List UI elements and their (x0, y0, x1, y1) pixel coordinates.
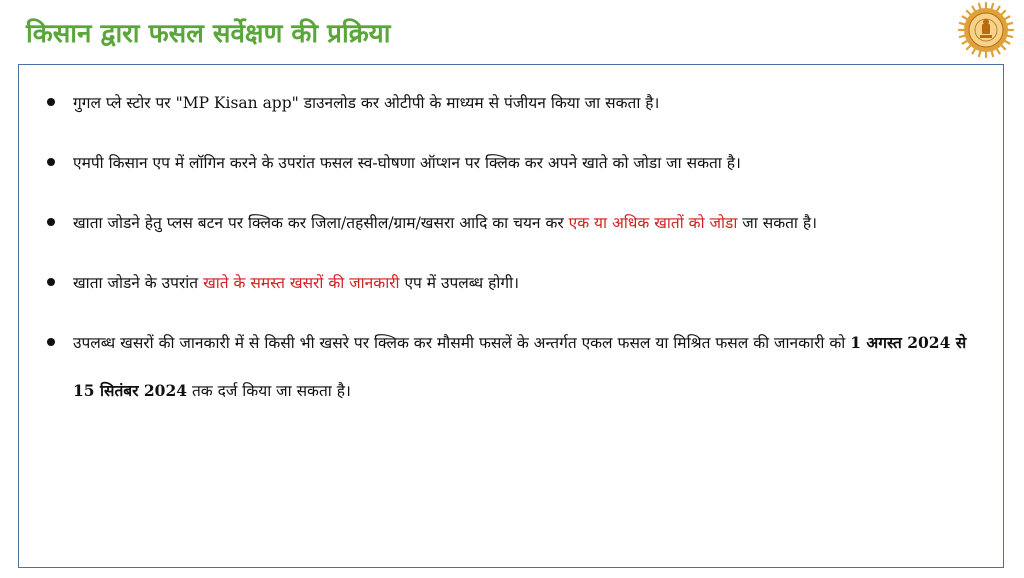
bullet-text-end: एप में उपलब्ध होगी। (399, 274, 519, 292)
bullet-text: खाता जोडने हेतु प्लस बटन पर क्लिक कर जिला/तहसील/ग्राम/खसरा आदि का चयन कर (73, 214, 569, 232)
bullet-text-end: तक दर्ज किया जा सकता है। (187, 382, 351, 400)
bullet-highlight: खाते के समस्त खसरों की जानकारी (203, 274, 400, 292)
bullet-list (19, 65, 1003, 415)
bullet-item-app-registration (45, 79, 973, 127)
content-box (18, 64, 1004, 568)
bullet-icon (47, 158, 55, 166)
bullet-text: एमपी किसान एप में लॉगिन करने के उपरांत फसल स्व-घोषणा ऑप्शन पर क्लिक कर अपने खाते को जोडा जा सकता है। (73, 154, 741, 172)
bullet-date-range: 1 अगस्त 2024 से 15 सितंबर 2024 (73, 333, 967, 400)
bullet-icon (47, 338, 55, 346)
bullet-highlight: एक या अधिक खातों को जोडा (568, 214, 738, 232)
bullet-item-khasra-info (45, 259, 973, 307)
bullet-icon (47, 98, 55, 106)
bullet-text-end: जा सकता है। (737, 214, 817, 232)
bullet-text: गुगल प्ले स्टोर पर "MP Kisan app" डाउनलोड कर ओटीपी के माध्यम से पंजीयन किया जा सकता है। (73, 94, 660, 112)
bullet-item-add-account (45, 199, 973, 247)
bullet-icon (47, 278, 55, 286)
bullet-text: खाता जोडने के उपरांत (73, 274, 204, 292)
slide-title: किसान द्वारा फसल सर्वेक्षण की प्रक्रिया (26, 19, 391, 49)
bullet-icon (47, 218, 55, 226)
bullet-item-crop-entry-dates (45, 319, 973, 415)
bullet-item-login-link-account (45, 139, 973, 187)
mp-government-emblem-icon (958, 2, 1014, 58)
bullet-text: उपलब्ध खसरों की जानकारी में से किसी भी खसरे पर क्लिक कर मौसमी फसलें के अन्तर्गत एकल फसल या मिश्रित फसल की जानकारी को (73, 334, 851, 352)
